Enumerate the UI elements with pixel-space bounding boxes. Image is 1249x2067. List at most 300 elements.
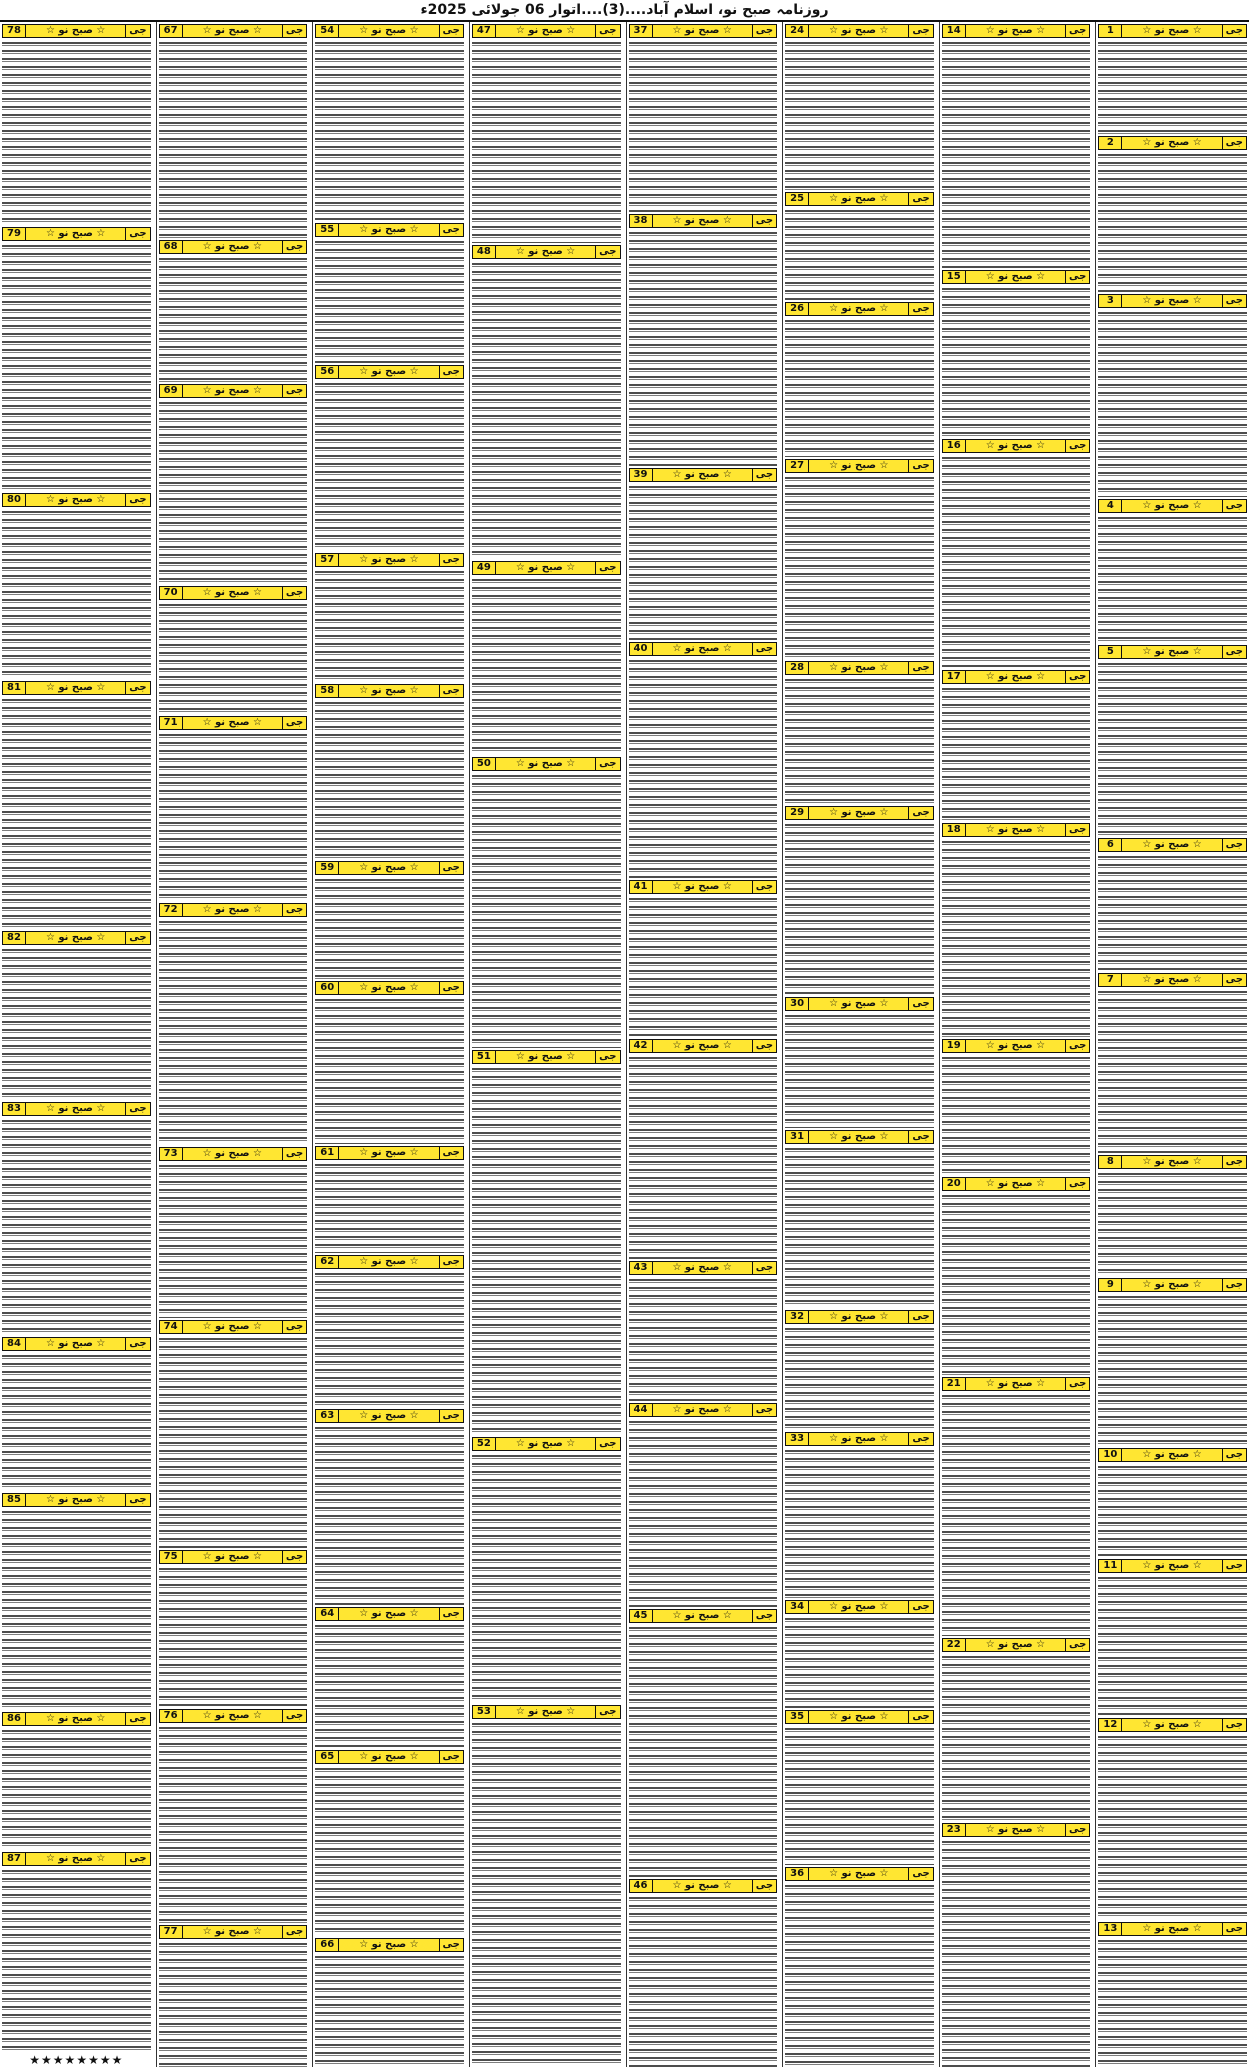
section-mark: جی	[595, 1438, 619, 1450]
star-icon: ☆	[985, 440, 995, 452]
news-item	[1098, 1276, 1247, 1446]
section-label	[26, 1853, 125, 1865]
news-item-header	[942, 439, 1091, 453]
news-item-header	[315, 861, 464, 875]
section-label-text: صبح نو	[998, 1823, 1033, 1835]
section-label	[1122, 1156, 1221, 1168]
news-item-header	[2, 1102, 151, 1116]
news-item	[315, 1605, 464, 1748]
news-item-header	[2, 1852, 151, 1866]
news-body-text	[472, 1721, 621, 2067]
section-label	[339, 1939, 438, 1951]
section-label-text: صبح نو	[215, 903, 250, 915]
section-label-text: صبح نو	[684, 1403, 720, 1415]
section-mark: جی	[908, 1311, 932, 1323]
news-body-text	[472, 773, 621, 1047]
section-mark: جی	[1065, 440, 1089, 452]
news-item	[942, 1175, 1091, 1375]
star-icon: ☆	[252, 903, 262, 915]
section-label-text: صبح نو	[1154, 1923, 1190, 1935]
star-icon: ☆	[96, 228, 106, 240]
news-item	[2, 1491, 151, 1710]
news-item	[472, 755, 621, 1047]
star-icon: ☆	[409, 366, 419, 378]
section-label	[183, 717, 282, 729]
section-label	[26, 1103, 125, 1115]
star-icon: ☆	[515, 758, 525, 770]
news-item	[315, 1407, 464, 1606]
section-label-text: صبح نو	[684, 25, 720, 36]
news-body-text	[315, 877, 464, 979]
news-item	[942, 268, 1091, 437]
news-column	[939, 22, 1093, 2067]
section-label	[183, 241, 282, 253]
news-item-number: 20	[943, 1178, 966, 1190]
news-item-header	[785, 24, 934, 38]
news-item-header	[472, 561, 621, 575]
news-item-header	[315, 1607, 464, 1621]
star-icon: ☆	[359, 685, 369, 697]
news-item-header	[629, 1261, 778, 1275]
news-body-text	[629, 658, 778, 878]
section-mark: جی	[908, 1131, 932, 1143]
news-item	[315, 979, 464, 1144]
section-label	[1122, 1923, 1221, 1935]
news-item-header	[629, 642, 778, 656]
news-item	[2, 1710, 151, 1850]
star-icon: ☆	[672, 215, 682, 227]
star-icon: ☆	[409, 1608, 419, 1620]
news-item-number: 5	[1099, 646, 1122, 658]
section-mark: جی	[908, 998, 932, 1010]
news-body-text	[315, 239, 464, 364]
news-item-number: 76	[160, 1710, 183, 1722]
section-label	[26, 1338, 125, 1350]
news-item	[785, 22, 934, 190]
section-label-text: صبح نو	[684, 1609, 720, 1621]
news-item-number: 28	[786, 662, 809, 674]
news-body-text	[159, 1941, 308, 2067]
star-icon: ☆	[985, 25, 995, 36]
section-label-text: صبح نو	[528, 1438, 563, 1450]
news-item	[2, 679, 151, 929]
star-icon: ☆	[879, 1867, 889, 1879]
news-item	[159, 901, 308, 1145]
news-item-number: 82	[3, 932, 26, 944]
news-item	[159, 584, 308, 714]
section-mark: جی	[1222, 646, 1246, 658]
news-item-header	[1098, 499, 1247, 513]
star-icon: ☆	[985, 670, 995, 682]
section-label-text: صبح نو	[58, 228, 93, 240]
star-icon: ☆	[45, 1103, 55, 1115]
news-body-text	[2, 1509, 151, 1710]
section-label-text: صبح نو	[1154, 1560, 1190, 1572]
news-item	[1098, 497, 1247, 644]
news-item-number: 71	[160, 717, 183, 729]
star-icon: ☆	[515, 1706, 525, 1718]
section-label	[809, 25, 908, 37]
star-icon: ☆	[672, 1039, 682, 1051]
section-label	[809, 662, 908, 674]
star-icon: ☆	[1142, 1718, 1152, 1730]
news-column	[469, 22, 623, 2067]
star-icon: ☆	[359, 223, 369, 235]
news-item	[159, 714, 308, 901]
section-label	[1122, 1279, 1221, 1291]
section-label	[496, 562, 595, 574]
news-body-text	[315, 1623, 464, 1748]
section-mark: جی	[125, 25, 149, 37]
section-mark: جی	[752, 1262, 776, 1274]
news-item-number: 65	[316, 1751, 339, 1763]
news-body-text	[1098, 1575, 1247, 1715]
news-body-text	[472, 1453, 621, 1703]
star-icon: ☆	[202, 385, 212, 397]
star-icon: ☆	[566, 1706, 576, 1718]
section-label-text: صبح نو	[371, 1146, 407, 1158]
news-item-header	[942, 1039, 1091, 1053]
news-body-text	[942, 686, 1091, 822]
star-icon: ☆	[1192, 1448, 1202, 1460]
section-label	[183, 904, 282, 916]
news-body-text	[785, 1726, 934, 1864]
news-body-text	[785, 1326, 934, 1430]
section-label-text: صبح نو	[528, 1706, 563, 1718]
news-item-number: 17	[943, 671, 966, 683]
news-item-number: 34	[786, 1601, 809, 1613]
news-item	[159, 1923, 308, 2067]
news-body-text	[2, 1868, 151, 2053]
news-body-text	[472, 577, 621, 756]
section-label-text: صبح نو	[1154, 646, 1190, 658]
news-body-text	[315, 700, 464, 858]
star-icon: ☆	[96, 494, 106, 506]
news-body-text	[2, 1118, 151, 1335]
news-body-text	[942, 286, 1091, 437]
star-icon: ☆	[1142, 136, 1152, 148]
star-icon: ☆	[96, 1712, 106, 1724]
section-mark: جی	[1222, 500, 1246, 512]
news-body-text	[2, 1353, 151, 1491]
star-icon: ☆	[1192, 1155, 1202, 1167]
news-item	[159, 22, 308, 238]
section-mark: جی	[752, 1040, 776, 1052]
news-item	[1098, 134, 1247, 292]
section-label-text: صبح نو	[998, 1177, 1033, 1189]
section-mark: جی	[908, 303, 932, 315]
star-icon: ☆	[409, 981, 419, 993]
news-item-number: 14	[943, 25, 966, 37]
star-icon: ☆	[566, 1050, 576, 1062]
news-item-header	[472, 1050, 621, 1064]
section-label-text: صبح نو	[58, 1852, 93, 1864]
news-item-header	[315, 1750, 464, 1764]
star-icon: ☆	[96, 1103, 106, 1115]
star-icon: ☆	[359, 1938, 369, 1950]
news-item	[2, 1100, 151, 1335]
section-label-text: صبح نو	[1154, 974, 1190, 986]
news-item	[472, 1703, 621, 2067]
news-item	[1098, 22, 1247, 134]
star-icon: ☆	[96, 681, 106, 693]
section-label-text: صبح نو	[215, 1148, 250, 1160]
news-item-header	[629, 1609, 778, 1623]
news-item	[629, 1037, 778, 1259]
section-label	[966, 1639, 1065, 1651]
section-label-text: صبح نو	[1154, 1278, 1190, 1290]
news-body-text	[159, 40, 308, 238]
star-icon: ☆	[409, 25, 419, 36]
news-item	[1098, 1446, 1247, 1558]
news-item	[785, 1308, 934, 1430]
news-body-text	[1098, 661, 1247, 836]
section-label-text: صبح نو	[684, 215, 720, 227]
news-body-text	[629, 230, 778, 466]
star-icon: ☆	[1036, 1039, 1046, 1051]
news-item-header	[942, 24, 1091, 38]
star-icon: ☆	[515, 561, 525, 573]
news-body-text	[629, 1277, 778, 1401]
news-item-number: 73	[160, 1148, 183, 1160]
section-label	[653, 1040, 752, 1052]
news-item	[785, 1865, 934, 2067]
news-item-number: 13	[1099, 1923, 1122, 1935]
section-label-text: صبح نو	[998, 271, 1033, 283]
news-item	[315, 551, 464, 682]
star-icon: ☆	[1192, 1718, 1202, 1730]
star-icon: ☆	[202, 1148, 212, 1160]
news-item-header	[1098, 1155, 1247, 1169]
section-label	[809, 193, 908, 205]
news-item	[785, 1128, 934, 1307]
news-item-header	[1098, 1922, 1247, 1936]
news-item	[315, 221, 464, 364]
news-item	[942, 821, 1091, 1036]
section-label-text: صبح نو	[371, 1938, 407, 1950]
news-item-header	[472, 24, 621, 38]
star-icon: ☆	[1036, 25, 1046, 36]
news-item-number: 53	[473, 1706, 496, 1718]
news-item	[1098, 836, 1247, 971]
news-body-text	[629, 1055, 778, 1259]
news-item	[2, 1335, 151, 1491]
news-body-text	[785, 1146, 934, 1307]
news-item-number: 77	[160, 1926, 183, 1938]
section-label-text: صبح نو	[528, 245, 563, 257]
star-icon: ☆	[829, 662, 839, 674]
section-mark: جی	[595, 1051, 619, 1063]
news-item-number: 3	[1099, 295, 1122, 307]
section-mark: جی	[1065, 271, 1089, 283]
star-icon: ☆	[202, 586, 212, 598]
news-item-header	[159, 1709, 308, 1723]
star-icon: ☆	[672, 1879, 682, 1891]
news-item-header	[315, 365, 464, 379]
star-icon: ☆	[1142, 294, 1152, 306]
news-item-number: 39	[630, 469, 653, 481]
news-item-header	[159, 1925, 308, 1939]
section-label	[339, 1410, 438, 1422]
news-item-header	[1098, 24, 1247, 38]
star-icon: ☆	[409, 1938, 419, 1950]
news-body-text	[785, 677, 934, 804]
star-icon: ☆	[1142, 1448, 1152, 1460]
news-body-text	[472, 1066, 621, 1435]
section-mark: جی	[1065, 1178, 1089, 1190]
news-body-text	[1098, 1734, 1247, 1921]
news-item	[2, 1850, 151, 2053]
star-icon: ☆	[1192, 499, 1202, 511]
star-icon: ☆	[722, 25, 732, 36]
star-icon: ☆	[252, 716, 262, 728]
star-icon: ☆	[722, 469, 732, 481]
section-label-text: صبح نو	[58, 494, 93, 506]
news-item	[159, 1145, 308, 1318]
star-icon: ☆	[202, 240, 212, 252]
section-mark: جی	[439, 224, 463, 236]
news-item-number: 85	[3, 1494, 26, 1506]
section-label-text: صبح نو	[684, 643, 720, 655]
star-icon: ☆	[202, 903, 212, 915]
news-body-text	[629, 1895, 778, 2067]
news-item-number: 55	[316, 224, 339, 236]
section-label-text: صبح نو	[998, 1377, 1033, 1389]
news-item-number: 15	[943, 271, 966, 283]
section-label	[809, 1601, 908, 1613]
star-icon: ☆	[359, 1409, 369, 1421]
section-mark: جی	[439, 1608, 463, 1620]
news-item-header	[629, 1879, 778, 1893]
star-icon: ☆	[96, 1493, 106, 1505]
news-item-header	[629, 468, 778, 482]
news-body-text	[1098, 515, 1247, 644]
news-item-number: 78	[3, 25, 26, 37]
news-item	[785, 995, 934, 1128]
news-item-header	[315, 1938, 464, 1952]
section-mark: جی	[439, 685, 463, 697]
news-item-number: 38	[630, 215, 653, 227]
section-label	[966, 1824, 1065, 1836]
star-icon: ☆	[359, 1751, 369, 1763]
section-label	[1122, 500, 1221, 512]
section-label	[339, 1751, 438, 1763]
star-icon: ☆	[515, 1050, 525, 1062]
section-label-text: صبح نو	[371, 861, 407, 873]
news-item-number: 18	[943, 824, 966, 836]
news-body-text	[315, 1271, 464, 1407]
news-item-number: 63	[316, 1410, 339, 1422]
section-mark: جی	[908, 1868, 932, 1880]
section-label-text: صبح نو	[215, 716, 250, 728]
section-mark: جی	[282, 587, 306, 599]
section-label-text: صبح نو	[58, 1493, 93, 1505]
news-body-text	[942, 839, 1091, 1036]
section-label	[26, 494, 125, 506]
news-item	[629, 1401, 778, 1607]
star-icon: ☆	[985, 1823, 995, 1835]
section-label-text: صبح نو	[841, 192, 876, 204]
star-icon: ☆	[829, 807, 839, 819]
news-column	[312, 22, 466, 2067]
section-label-text: صبح نو	[841, 1310, 876, 1322]
section-label-text: صبح نو	[215, 240, 250, 252]
section-label	[653, 881, 752, 893]
star-icon: ☆	[202, 25, 212, 36]
star-icon: ☆	[829, 1867, 839, 1879]
page-masthead: روزنامہ صبح نو، اسلام آباد....(3)....اتوار 06 جولائی 2025ء	[0, 0, 1249, 22]
section-label	[809, 460, 908, 472]
news-item	[942, 1375, 1091, 1637]
news-item-header	[159, 586, 308, 600]
section-mark: جی	[282, 1551, 306, 1563]
section-label-text: صبح نو	[528, 758, 563, 770]
section-mark: جی	[439, 1147, 463, 1159]
section-label	[1122, 974, 1221, 986]
news-item-number: 52	[473, 1438, 496, 1450]
news-item-header	[629, 880, 778, 894]
section-mark: جی	[439, 25, 463, 37]
news-body-text	[159, 1566, 308, 1707]
section-label	[653, 1404, 752, 1416]
news-item-number: 40	[630, 643, 653, 655]
star-icon: ☆	[672, 1261, 682, 1273]
star-icon: ☆	[879, 1131, 889, 1143]
section-mark: جی	[439, 1256, 463, 1268]
news-body-text	[942, 1055, 1091, 1175]
section-mark: جی	[752, 1880, 776, 1892]
news-item-number: 37	[630, 25, 653, 37]
news-item-header	[159, 1550, 308, 1564]
section-mark: جی	[1222, 974, 1246, 986]
news-item	[629, 1259, 778, 1401]
news-item	[315, 1144, 464, 1253]
news-item	[315, 22, 464, 221]
news-item-header	[472, 757, 621, 771]
section-mark: جی	[908, 25, 932, 37]
news-item	[2, 929, 151, 1101]
section-mark: جی	[282, 1321, 306, 1333]
section-label	[653, 469, 752, 481]
star-icon: ☆	[359, 554, 369, 566]
section-label-text: صبح نو	[841, 1867, 876, 1879]
news-item-header	[785, 302, 934, 316]
section-mark: جی	[908, 1601, 932, 1613]
section-label-text: صبح نو	[841, 1600, 876, 1612]
star-icon: ☆	[202, 1925, 212, 1937]
star-icon: ☆	[1192, 136, 1202, 148]
section-label-text: صبح نو	[215, 1709, 250, 1721]
section-label	[1122, 1449, 1221, 1461]
news-item-number: 7	[1099, 974, 1122, 986]
news-item-header	[785, 459, 934, 473]
news-item-header	[942, 1638, 1091, 1652]
news-item-number: 87	[3, 1853, 26, 1865]
section-label	[809, 1131, 908, 1143]
section-label-text: صبح نو	[1154, 1448, 1190, 1460]
section-mark: جی	[752, 1404, 776, 1416]
section-label-text: صبح نو	[215, 1925, 250, 1937]
news-item-number: 58	[316, 685, 339, 697]
news-item-number: 2	[1099, 137, 1122, 149]
news-item-header	[2, 227, 151, 241]
news-item-number: 16	[943, 440, 966, 452]
news-column	[626, 22, 780, 2067]
section-label	[1122, 646, 1221, 658]
news-item-header	[159, 1320, 308, 1334]
news-item-number: 74	[160, 1321, 183, 1333]
star-icon: ☆	[359, 1146, 369, 1158]
